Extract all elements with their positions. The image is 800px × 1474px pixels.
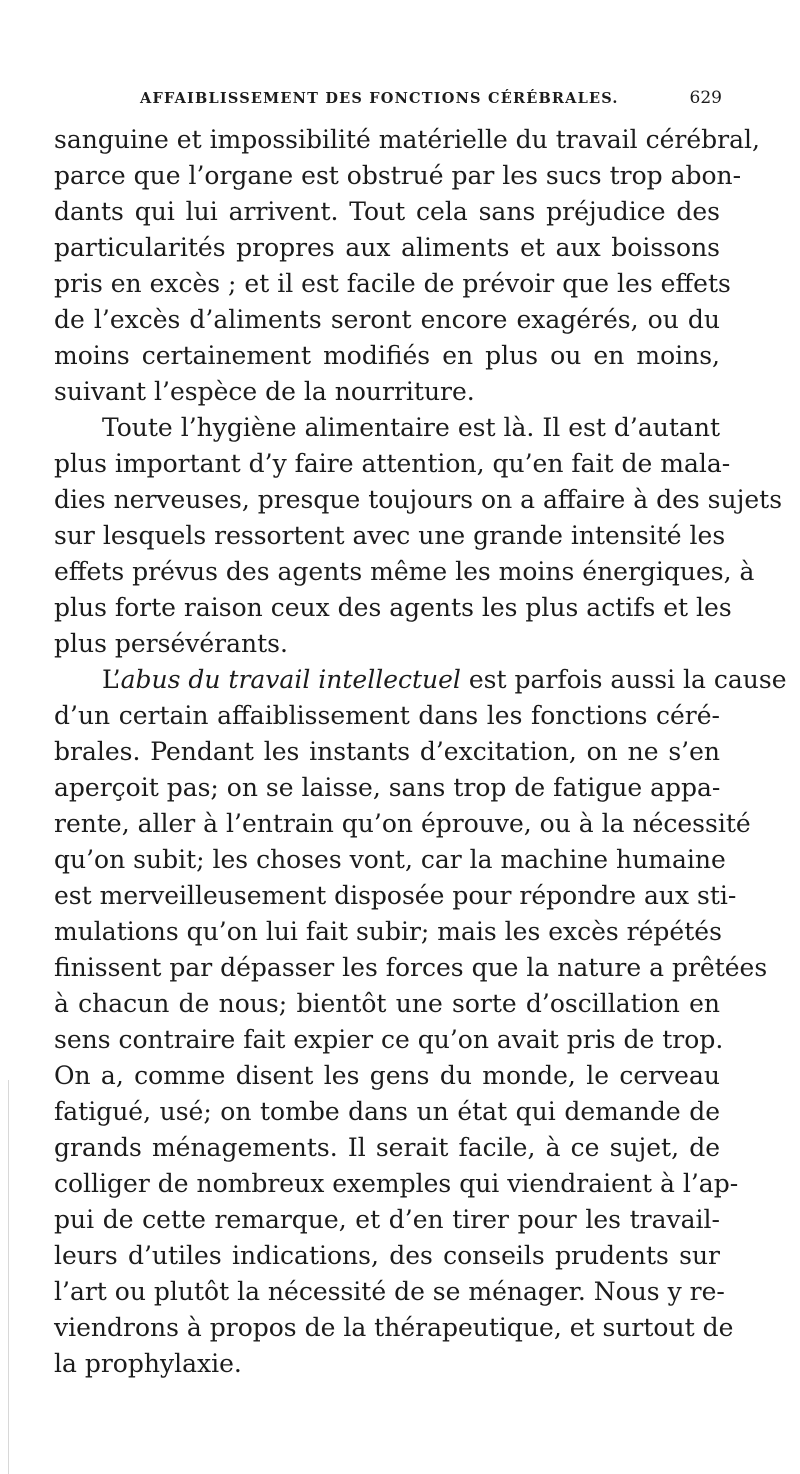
- text-line: dies nerveuses, presque toujours on a affaire à des sujets: [54, 485, 783, 514]
- text-line: l’art ou plutôt la nécessité de se ménager. Nous y re-: [54, 1277, 725, 1306]
- text-line: sanguine et impossibilité matérielle du travail cérébral,: [54, 125, 760, 154]
- text-line: [54, 662, 787, 698]
- text-line: est merveilleusement disposée pour répondre aux sti-: [54, 881, 737, 910]
- paragraph-2: [54, 410, 783, 662]
- text-line: sur lesquels ressortent avec une grande intensité les: [54, 521, 726, 550]
- text-line: sens contraire fait expier ce qu’on avait pris de trop.: [54, 1025, 724, 1054]
- text-line: la prophylaxie.: [54, 1349, 242, 1378]
- text-line: suivant l’espèce de la nourriture.: [54, 377, 475, 406]
- text-line: Toute l’hygiène alimentaire est là. Il est d’autant: [102, 413, 720, 442]
- running-title: AFFAIBLISSEMENT DES FONCTIONS CÉRÉBRALES.: [140, 90, 619, 107]
- text-line: mulations qu’on lui fait subir; mais les excès répétés: [54, 917, 722, 946]
- text-line: qu’on subit; les choses vont, car la machine humaine: [54, 845, 726, 874]
- text-line: particularités propres aux aliments et aux boissons: [54, 233, 720, 262]
- text-line: grands ménagements. Il serait facile, à ce sujet, de: [54, 1133, 720, 1162]
- text-line: viendrons à propos de la thérapeutique, et surtout de: [54, 1313, 734, 1342]
- text-line: aperçoit pas; on se laisse, sans trop de fatigue appa-: [54, 773, 721, 802]
- text-line: effets prévus des agents même les moins énergiques, à: [54, 557, 755, 586]
- text-line: finissent par dépasser les forces que la nature a prêtées: [54, 953, 768, 982]
- text-line: rente, aller à l’entrain qu’on éprouve, ou à la nécessité: [54, 809, 751, 838]
- text-fragment: L’: [102, 665, 121, 694]
- paragraph-3: [54, 662, 787, 1382]
- text-line: leurs d’utiles indications, des conseils prudents sur: [54, 1241, 720, 1270]
- text-line: plus important d’y faire attention, qu’en fait de mala-: [54, 449, 731, 478]
- text-line: moins certainement modifiés en plus ou en moins,: [54, 341, 720, 370]
- text-line: dants qui lui arrivent. Tout cela sans préjudice des: [54, 197, 720, 226]
- text-line: de l’excès d’aliments seront encore exagérés, ou du: [54, 305, 720, 334]
- text-line: à chacun de nous; bientôt une sorte d’oscillation en: [54, 989, 720, 1018]
- text-line: brales. Pendant les instants d’excitation, on ne s’en: [54, 737, 720, 766]
- paragraph-1: [54, 122, 760, 410]
- text-line: colliger de nombreux exemples qui viendraient à l’ap-: [54, 1169, 739, 1198]
- page-number: 629: [689, 88, 722, 108]
- italic-phrase: abus du travail intellectuel: [120, 665, 461, 694]
- text-line: plus persévérants.: [54, 629, 288, 658]
- text-line: pris en excès ; et il est facile de prévoir que les effets: [54, 269, 731, 298]
- text-line: On a, comme disent les gens du monde, le cerveau: [54, 1061, 720, 1090]
- page-edge-divider: [8, 1080, 9, 1474]
- text-line: d’un certain affaiblissement dans les fonctions céré-: [54, 701, 720, 730]
- text-line: plus forte raison ceux des agents les plus actifs et les: [54, 593, 732, 622]
- running-header: [140, 88, 720, 108]
- body-text: [54, 122, 787, 1382]
- text-line: fatigué, usé; on tombe dans un état qui demande de: [54, 1097, 720, 1126]
- text-fragment: est parfois aussi la cause: [460, 665, 787, 694]
- text-line: pui de cette remarque, et d’en tirer pour les travail-: [54, 1205, 720, 1234]
- text-line: parce que l’organe est obstrué par les sucs trop abon-: [54, 161, 742, 190]
